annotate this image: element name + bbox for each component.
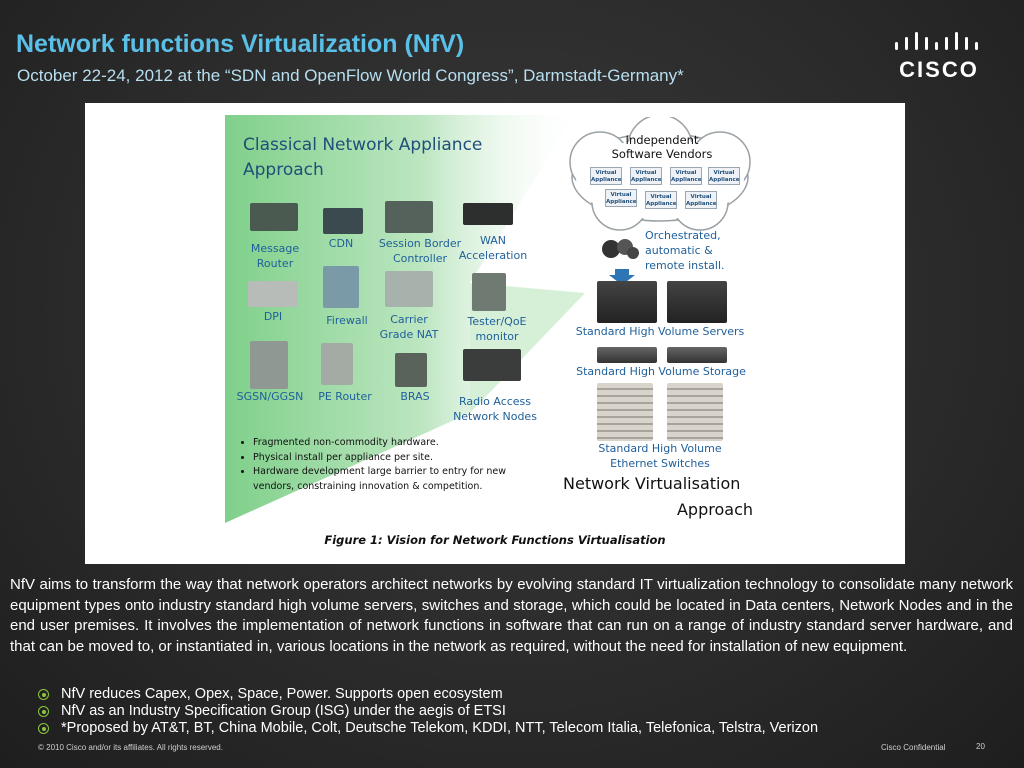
label-ran: Radio Access Network Nodes (453, 395, 537, 423)
server-rack-icon (597, 281, 657, 323)
nfv-approach-title: Network Virtualisation Approach (563, 474, 753, 519)
firewall-device (323, 266, 359, 308)
tester-device (472, 273, 506, 311)
svg-text:CISCO: CISCO (899, 57, 979, 82)
slide-subtitle: October 22-24, 2012 at the “SDN and OpenFlow World Congress”, Darmstadt-Germany* (17, 66, 684, 85)
cgnat-device (385, 271, 433, 307)
nfv-vision-figure (85, 103, 905, 564)
switch-chassis-icon (597, 383, 653, 441)
list-item: NfV reduces Capex, Opex, Space, Power. Supports open ecosystem (38, 686, 818, 703)
label-message-router: Message Router (250, 242, 300, 270)
label-dpi: DPI (263, 310, 283, 323)
sgsn-device (250, 341, 288, 389)
classical-title: Classical Network Appliance Approach (243, 135, 483, 180)
dpi-device (248, 281, 298, 307)
label-wan: WAN Acceleration (458, 234, 528, 262)
circle-bullet-icon (38, 723, 49, 734)
circle-bullet-icon (38, 689, 49, 700)
cisco-logo (893, 30, 989, 82)
page-number: 20 (976, 742, 985, 751)
list-item: *Proposed by AT&T, BT, China Mobile, Colt, Deutsche Telekom, KDDI, NTT, Telecom Italia, Telefonica, Telstra, Verizon (38, 720, 818, 737)
storage-unit-icon (667, 347, 727, 363)
label-tester: Tester/QoE monitor (467, 315, 527, 343)
cisco-bars-logo-icon (893, 30, 989, 82)
virtual-appliance-box: Virtual Appliance (605, 189, 637, 207)
circle-bullet-icon (38, 706, 49, 717)
copyright: © 2010 Cisco and/or its affiliates. All rights reserved. (38, 743, 223, 752)
server-rack-icon (667, 281, 727, 323)
virtual-appliance-box: Virtual Appliance (670, 167, 702, 185)
cloud-title: Independent Software Vendors (611, 133, 713, 161)
label-cdn: CDN (328, 237, 354, 250)
classical-bullet: • Fragmented non-commodity hardware. (253, 436, 543, 451)
classical-bullets (237, 436, 543, 494)
label-firewall: Firewall (326, 314, 368, 327)
orchestrated-label: Orchestrated, automatic & remote install. (645, 229, 725, 272)
storage-label: Standard High Volume Storage (576, 365, 746, 378)
bullet-list (38, 686, 818, 737)
bras-device (395, 353, 427, 387)
virtual-appliance-box: Virtual Appliance (630, 167, 662, 185)
message-router-device (250, 203, 298, 231)
virtual-appliance-box: Virtual Appliance (645, 191, 677, 209)
ran-device (463, 349, 521, 381)
cdn-device (323, 208, 363, 234)
figure-caption: Figure 1: Vision for Network Functions Virtualisation (324, 533, 666, 547)
wan-device (463, 203, 513, 225)
virtual-appliance-box: Virtual Appliance (590, 167, 622, 185)
switch-chassis-icon (667, 383, 723, 441)
label-bras: BRAS (400, 390, 430, 403)
pe-router-device (321, 343, 353, 385)
label-sbc: Session Border Controller (378, 237, 462, 265)
classical-bullet: • Hardware development large barrier to entry for new vendors, constraining innovation & competition. (253, 465, 543, 494)
label-sgsn: SGSN/GGSN (236, 390, 304, 403)
sbc-device (385, 201, 433, 233)
storage-unit-icon (597, 347, 657, 363)
label-cgnat: Carrier Grade NAT (379, 313, 439, 341)
switches-label: Standard High Volume Ethernet Switches (598, 442, 722, 470)
body-paragraph: NfV aims to transform the way that network operators architect networks by evolving standard IT virtualization technology to consolidate many network equipment types onto industry standard high volume servers, switches and storage, which could be located in Data centers, Network Nodes and in the end user premises. It involves the implementation of network functions in software that can run on a range of industry standard server hardware, and that can be moved to, or instantiated in, various locations in the network as required, without the need for installation of new equipment. (10, 576, 1013, 655)
servers-label: Standard High Volume Servers (575, 325, 745, 338)
label-pe-router: PE Router (318, 390, 372, 403)
gears-icon (601, 235, 641, 285)
slide-title: Network functions Virtualization (NfV) (16, 30, 465, 58)
list-item: NfV as an Industry Specification Group (ISG) under the aegis of ETSI (38, 703, 818, 720)
virtual-appliance-box: Virtual Appliance (685, 191, 717, 209)
virtual-appliance-box: Virtual Appliance (708, 167, 740, 185)
confidential-label: Cisco Confidential (881, 743, 946, 752)
classical-bullet: • Physical install per appliance per site. (253, 451, 543, 466)
